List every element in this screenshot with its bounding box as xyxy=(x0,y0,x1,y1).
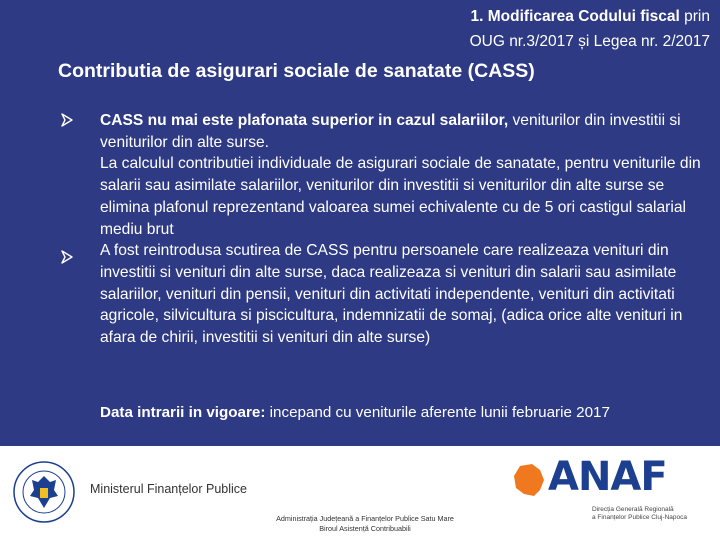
footer xyxy=(0,446,720,540)
ministry-name: Ministerul Finanțelor Publice xyxy=(90,482,248,496)
admin-info xyxy=(220,514,510,533)
romania-seal-icon xyxy=(12,460,76,524)
anaf-sub-line-2: a Finanțelor Publice Cluj-Napoca xyxy=(592,514,688,521)
header-title-suffix: prin xyxy=(684,8,710,25)
arrow-bullet-icon xyxy=(60,250,74,264)
anaf-subtitle xyxy=(592,506,712,522)
arrow-bullet-icon xyxy=(60,113,74,127)
header-subtitle: OUG nr.3/2017 și Legea nr. 2/2017 xyxy=(469,33,710,50)
bullet-2-text: A fost reintrodusa scutirea de CASS pentru persoanele care realizeaza venituri din investitii si venituri din alte surse, daca realizeaza si venituri din salarii sau asimilate salariilor, venituri din pensii, venituri din activitati independente, venituri din activitati agricole, silvicultura si piscicultura, indemnizatii de somaj, (adica orice alte venituri in afara de chirii, investitii si venituri din alte surse) xyxy=(100,242,683,347)
slide-title: Contributia de asigurari sociale de sanatate (CASS) xyxy=(58,60,535,82)
bullet-item xyxy=(100,240,712,349)
header-number: 1. xyxy=(470,8,484,25)
admin-line-1: Administrația Județeană a Finanțelor Publice Satu Mare xyxy=(276,514,454,523)
effective-date-text: incepand cu veniturile aferente lunii februarie 2017 xyxy=(269,404,610,421)
header-title: Modificarea Codului fiscal xyxy=(487,8,680,25)
bullet-1-text: veniturilor din investitii si veniturilor din alte surse. xyxy=(100,112,681,151)
effective-date-label: Data intrarii in vigoare: xyxy=(100,404,266,421)
bullet-1-bold: CASS nu mai este plafonata superior in cazul salariilor, xyxy=(100,112,509,129)
header-line-1 xyxy=(471,8,710,26)
bullet-1-continuation: La calculul contributiei individuale de asigurari sociale de sanatate, pentru veniturile din salarii sau asimilate salariilor, veniturilor din investitii si veniturilor din alte surse se elimina plafonul reprezentand valoarea sumei echivalente cu de 5 ori castigul salarial mediu brut xyxy=(100,155,701,238)
anaf-sub-line-1: Direcția Generală Regională xyxy=(592,506,674,513)
bullet-list xyxy=(100,110,712,349)
effective-date xyxy=(100,404,610,421)
bullet-item xyxy=(100,110,712,153)
admin-line-2: Biroul Asistență Contribuabili xyxy=(319,523,411,533)
anaf-logo-text: ANAF xyxy=(548,454,667,500)
